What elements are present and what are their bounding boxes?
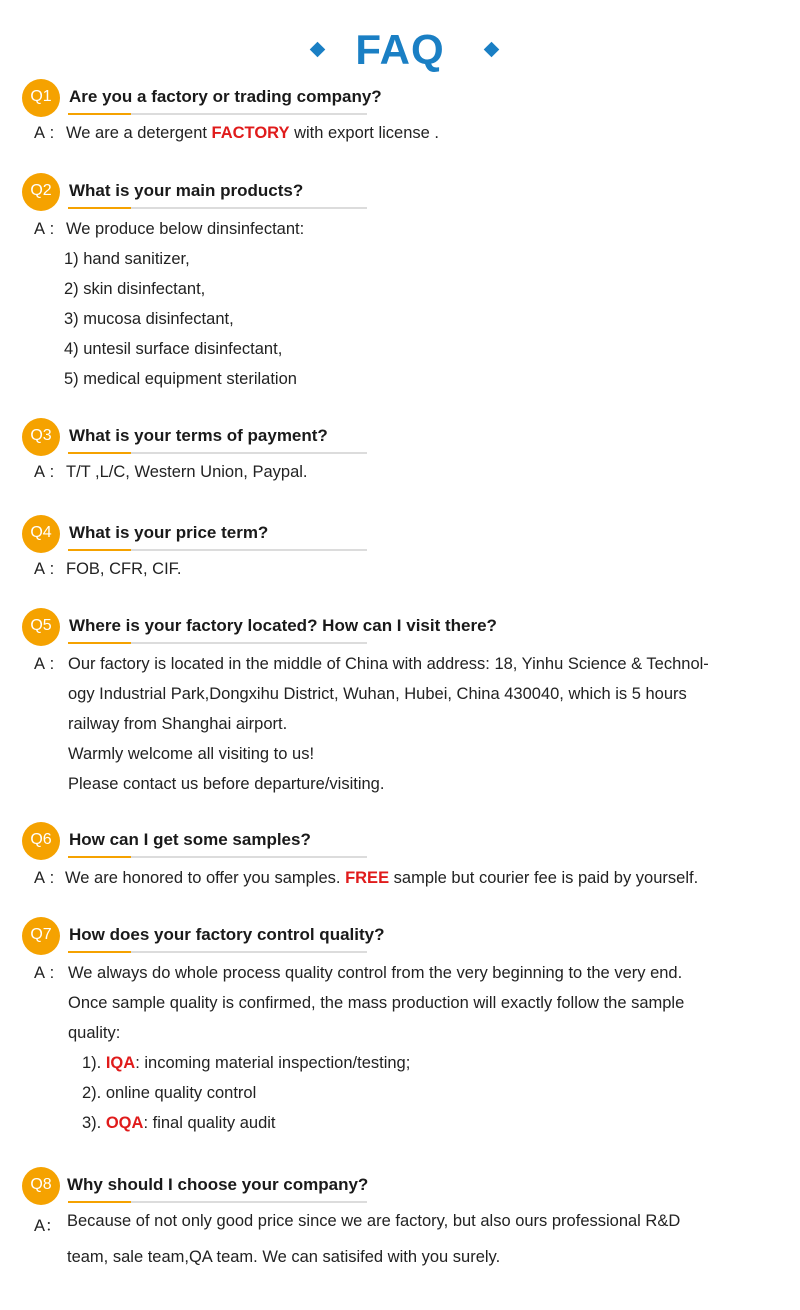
question-text: What is your terms of payment? <box>69 426 328 445</box>
answer-prefix: A : <box>34 655 55 673</box>
question-text: Are you a factory or trading company? <box>69 87 382 106</box>
answer-text: We are honored to offer you samples. FREE sample but courier fee is paid by yourself. <box>65 869 699 887</box>
answer-text: We produce below dinsinfectant: <box>66 220 305 238</box>
question-badge: Q6 <box>22 822 60 860</box>
list-item: 2). online quality control <box>82 1084 257 1102</box>
answer-text: T/T ,L/C, Western Union, Paypal. <box>66 463 308 481</box>
answer-text: Please contact us before departure/visiting. <box>68 775 385 793</box>
answer-prefix: A： <box>34 1217 62 1235</box>
question-text: What is your price term? <box>69 523 269 542</box>
question-underline <box>68 113 367 115</box>
question-text: How does your factory control quality? <box>69 925 385 944</box>
answer-text: ogy Industrial Park,Dongxihu District, Wuhan, Hubei, China 430040, which is 5 hours <box>68 685 687 703</box>
answer-prefix: A : <box>34 463 55 481</box>
question-badge: Q2 <box>22 173 60 211</box>
question-underline <box>68 452 367 454</box>
question-badge: Q7 <box>22 917 60 955</box>
question-underline <box>68 642 367 644</box>
highlight-text: FACTORY <box>211 124 290 142</box>
answer-text: Because of not only good price since we are factory, but also ours professional R&D <box>67 1212 681 1230</box>
question-text: Where is your factory located? How can I visit there? <box>69 616 497 635</box>
list-item: 1). IQA: incoming material inspection/testing; <box>82 1054 411 1072</box>
question-badge: Q1 <box>22 79 60 117</box>
question-text: Why should I choose your company? <box>67 1175 369 1194</box>
answer-text: FOB, CFR, CIF. <box>66 560 182 578</box>
highlight-text: OQA <box>105 1114 144 1132</box>
highlight-text: IQA <box>105 1054 136 1072</box>
highlight-text: FREE <box>345 869 390 887</box>
question-badge: Q8 <box>22 1167 60 1205</box>
list-item: 2) skin disinfectant, <box>64 280 206 298</box>
faq-header <box>0 22 800 82</box>
answer-text: Our factory is located in the middle of China with address: 18, Yinhu Science & Technol- <box>68 655 709 673</box>
answer-text: We always do whole process quality control from the very beginning to the very end. <box>68 964 683 982</box>
answer-prefix: A : <box>34 560 55 578</box>
list-item: 1) hand sanitizer, <box>64 250 190 268</box>
list-item: 3). OQA: final quality audit <box>82 1114 276 1132</box>
question-text: How can I get some samples? <box>69 830 311 849</box>
question-badge: Q5 <box>22 608 60 646</box>
question-underline <box>68 207 367 209</box>
answer-text: team, sale team,QA team. We can satisifed with you surely. <box>67 1248 501 1266</box>
list-item: 5) medical equipment sterilation <box>64 370 297 388</box>
question-underline <box>68 951 367 953</box>
list-item: 4) untesil surface disinfectant, <box>64 340 283 358</box>
answer-prefix: A : <box>34 869 55 887</box>
answer-prefix: A : <box>34 964 55 982</box>
answer-text: railway from Shanghai airport. <box>68 715 288 733</box>
answer-text: Warmly welcome all visiting to us! <box>68 745 315 763</box>
answer-prefix: A : <box>34 220 55 238</box>
list-item: 3) mucosa disinfectant, <box>64 310 234 328</box>
answer-prefix: A : <box>34 124 55 142</box>
question-text: What is your main products? <box>69 181 304 200</box>
question-underline <box>68 549 367 551</box>
answer-text: We are a detergent FACTORY with export license . <box>66 124 439 142</box>
question-badge: Q4 <box>22 515 60 553</box>
answer-text: quality: <box>68 1024 121 1042</box>
question-underline <box>68 1201 367 1203</box>
question-underline <box>68 856 367 858</box>
question-badge: Q3 <box>22 418 60 456</box>
page-title: FAQ <box>355 26 445 73</box>
answer-text: Once sample quality is confirmed, the mass production will exactly follow the sample <box>68 994 685 1012</box>
